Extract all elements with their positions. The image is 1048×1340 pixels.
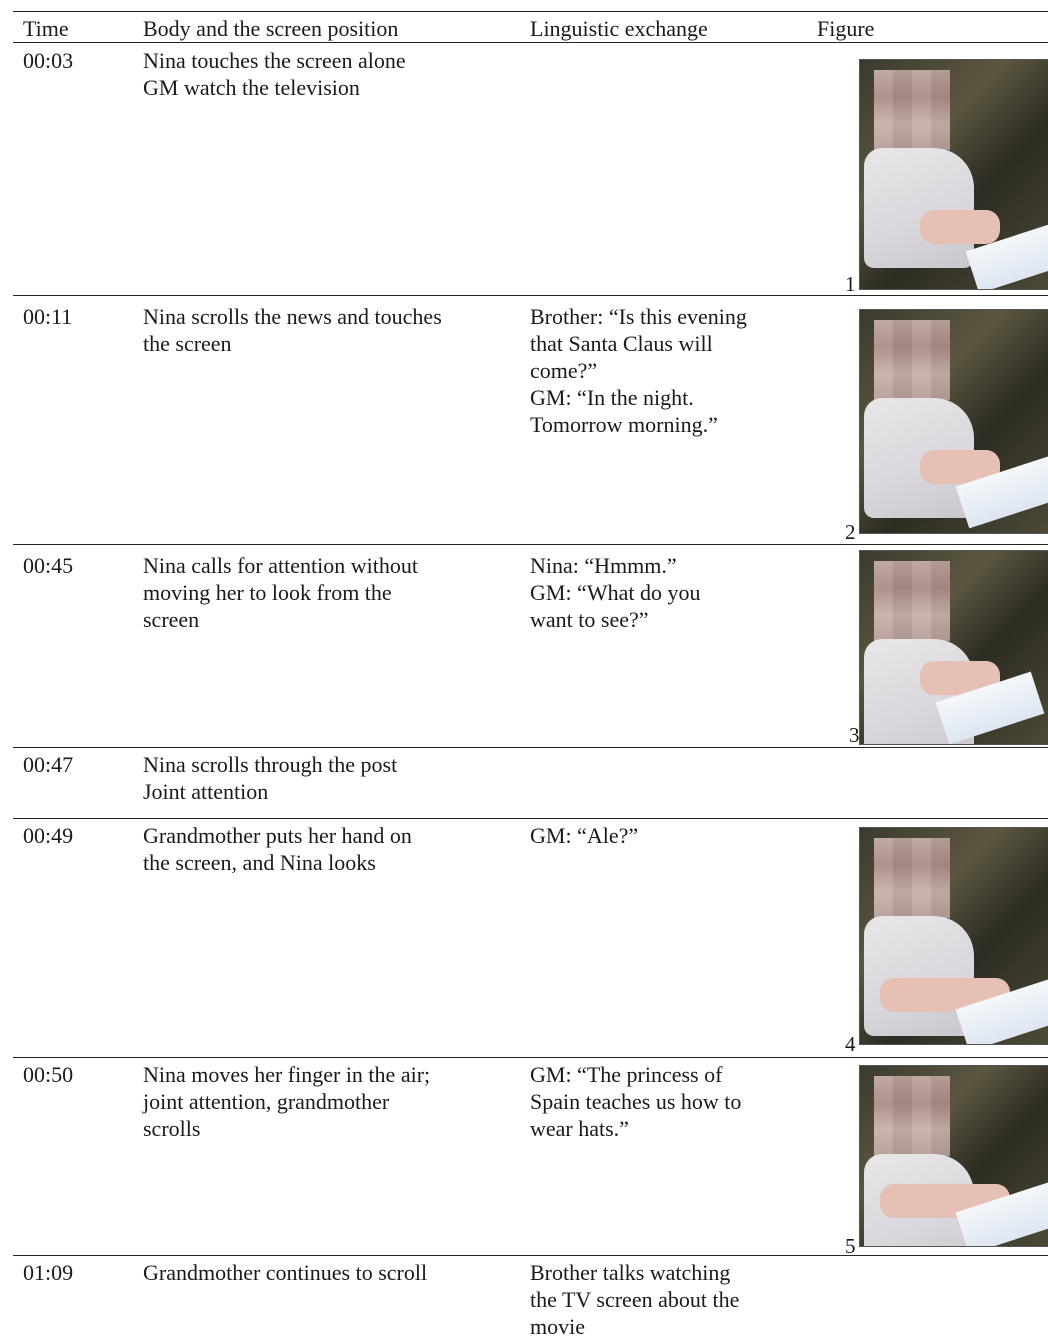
row-rule: [13, 1057, 1048, 1058]
row-body: Grandmother continues to scroll: [143, 1260, 428, 1285]
header-rule: [13, 42, 1048, 43]
figure-photo-1: [859, 59, 1048, 290]
row-time: 01:09: [23, 1260, 74, 1285]
figure-number: 2: [845, 520, 856, 544]
row-time: 00:50: [23, 1062, 74, 1087]
row-rule: [13, 818, 1048, 819]
row-rule: [13, 747, 1048, 748]
row-body: Grandmother puts her hand on the screen, and Nina looks: [143, 823, 412, 875]
header-figure: Figure: [817, 16, 875, 41]
row-linguistic: Nina: “Hmmm.” GM: “What do you want to see?”: [530, 553, 701, 632]
figure-photo-5: [859, 1065, 1048, 1247]
figure-photo-2: [859, 309, 1048, 534]
row-linguistic: Brother: “Is this evening that Santa Claus will come?” GM: “In the night. Tomorrow morning.”: [530, 304, 747, 437]
row-time: 00:49: [23, 823, 74, 848]
figure-number: 4: [845, 1032, 856, 1056]
row-time: 00:11: [23, 304, 73, 329]
row-body: Nina calls for attention without moving her to look from the screen: [143, 553, 418, 632]
row-time: 00:45: [23, 553, 74, 578]
row-rule: [13, 544, 1048, 545]
row-body: Nina touches the screen alone GM watch the television: [143, 48, 406, 100]
row-linguistic: GM: “The princess of Spain teaches us how to wear hats.”: [530, 1062, 742, 1141]
row-linguistic: Brother talks watching the TV screen about the movie: [530, 1260, 740, 1339]
figure-number: 1: [845, 272, 856, 296]
row-body: Nina scrolls through the post Joint attention: [143, 752, 398, 804]
row-body: Nina moves her finger in the air; joint attention, grandmother scrolls: [143, 1062, 431, 1141]
figure-number: 5: [845, 1234, 856, 1258]
figure-number: 3: [849, 723, 860, 747]
row-rule: [13, 1255, 1048, 1256]
row-rule: [13, 295, 1048, 296]
row-body: Nina scrolls the news and touches the screen: [143, 304, 442, 356]
row-linguistic: GM: “Ale?”: [530, 823, 639, 848]
header-linguistic: Linguistic exchange: [530, 16, 708, 41]
figure-photo-4: [859, 827, 1048, 1045]
header-time: Time: [23, 16, 69, 41]
header-body: Body and the screen position: [143, 16, 399, 41]
table-top-rule: [13, 11, 1048, 12]
row-time: 00:03: [23, 48, 74, 73]
figure-photo-3: [859, 550, 1048, 745]
row-time: 00:47: [23, 752, 74, 777]
